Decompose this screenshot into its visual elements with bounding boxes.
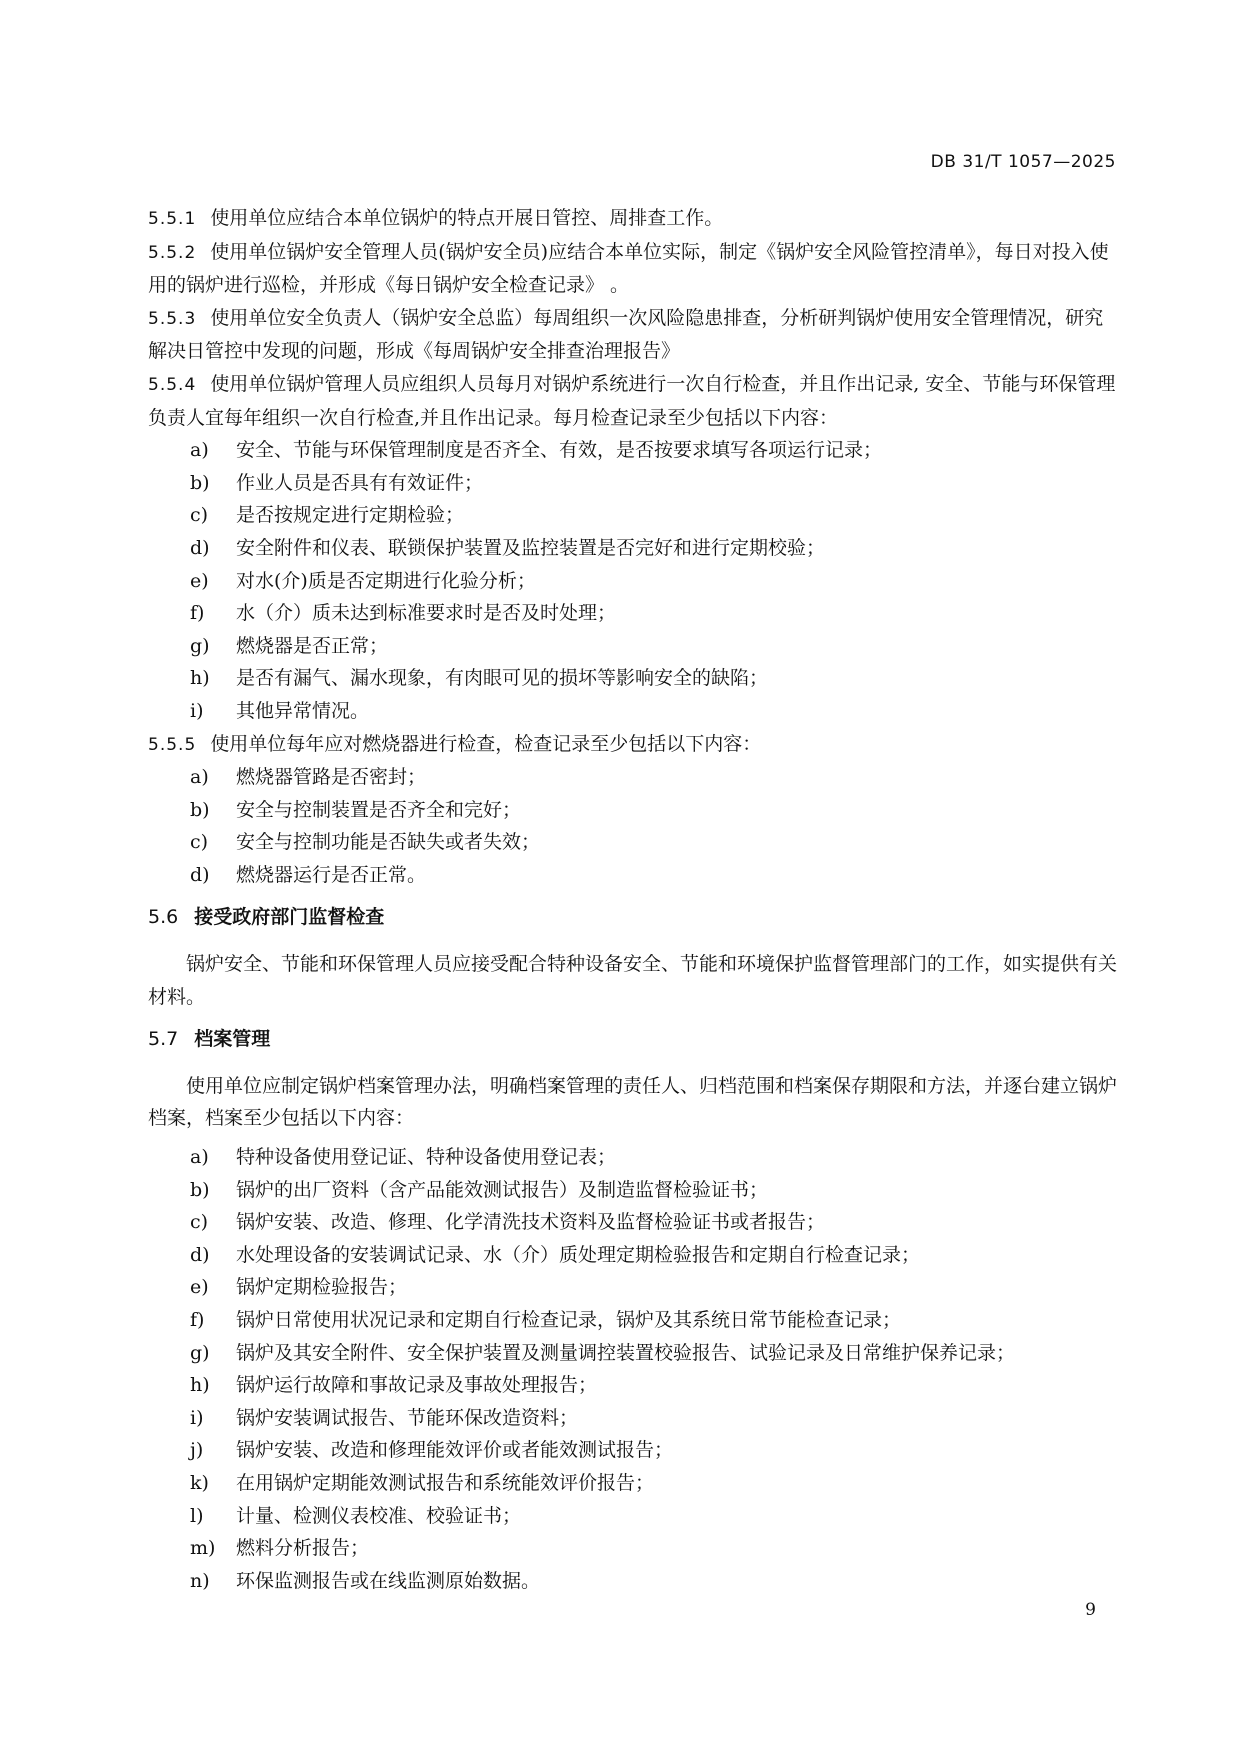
list-marker: i) xyxy=(190,699,204,722)
page-content xyxy=(148,202,1118,1597)
list-item xyxy=(148,695,1118,728)
list-marker: i) xyxy=(190,1406,204,1429)
list-item xyxy=(148,434,1118,467)
list-item xyxy=(148,597,1118,630)
list-item xyxy=(148,1532,1118,1565)
list-item xyxy=(148,630,1118,663)
list-text: 对水(介)质是否定期进行化验分析； xyxy=(236,569,536,592)
clause-text: 使用单位应结合本单位锅炉的特点开展日管控、周排查工作。 xyxy=(210,207,724,229)
section-title: 档案管理 xyxy=(194,1028,271,1051)
list-text: 锅炉安装、改造和修理能效评价或者能效测试报告； xyxy=(236,1439,674,1462)
list-text: 安全附件和仪表、联锁保护装置及监控装置是否完好和进行定期校验； xyxy=(236,536,826,559)
section-number: 5.7 xyxy=(148,1028,179,1051)
list-text: 锅炉及其安全附件、安全保护装置及测量调控装置校验报告、试验记录及日常维护保养记录； xyxy=(236,1341,1016,1364)
list-item xyxy=(148,1402,1118,1435)
clause-5-5-5 xyxy=(148,728,1118,762)
clause-text: 使用单位锅炉管理人员应组织人员每月对锅炉系统进行一次自行检查，并且作出记录, 安全、节能与环保管理负责人宜每年组织一次自行检查,并且作出记录。每月检查记录至少包括以下内容： xyxy=(148,372,1116,429)
list-marker: e) xyxy=(190,569,209,592)
list-text: 计量、检测仪表校准、校验证书； xyxy=(236,1504,522,1527)
list-marker: h) xyxy=(190,667,210,690)
clause-number: 5.5.1 xyxy=(148,209,197,229)
list-item xyxy=(148,1337,1118,1370)
list-item xyxy=(148,467,1118,500)
list-text: 安全与控制装置是否齐全和完好； xyxy=(236,798,522,821)
list-marker: j) xyxy=(190,1439,204,1462)
list-text: 锅炉安装调试报告、节能环保改造资料； xyxy=(236,1406,579,1429)
list-marker: f) xyxy=(190,602,205,625)
list-marker: m) xyxy=(190,1537,216,1560)
clause-number: 5.5.3 xyxy=(148,308,197,329)
list-text: 水（介）质未达到标准要求时是否及时处理； xyxy=(236,602,617,625)
list-marker: b) xyxy=(190,1178,210,1201)
list-text: 燃烧器管路是否密封； xyxy=(236,766,427,789)
standard-code: DB 31/T 1057—2025 xyxy=(930,152,1116,172)
list-text: 燃烧器是否正常； xyxy=(236,634,389,657)
list-marker: n) xyxy=(190,1569,210,1592)
page-number: 9 xyxy=(1085,1600,1096,1620)
list-text: 在用锅炉定期能效测试报告和系统能效评价报告； xyxy=(236,1471,655,1494)
clause-5-5-1 xyxy=(148,202,1118,236)
list-item xyxy=(148,761,1118,794)
list-item xyxy=(148,1141,1118,1174)
list-text: 燃烧器运行是否正常。 xyxy=(236,863,427,886)
list-marker: d) xyxy=(190,536,210,559)
list-marker: a) xyxy=(190,766,209,789)
list-item xyxy=(148,532,1118,565)
list-marker: g) xyxy=(190,634,210,657)
clause-number: 5.5.4 xyxy=(148,374,197,395)
list-marker: d) xyxy=(190,1243,210,1266)
list-item xyxy=(148,1206,1118,1239)
list-marker: a) xyxy=(190,439,209,462)
list-text: 锅炉日常使用状况记录和定期自行检查记录，锅炉及其系统日常节能检查记录； xyxy=(236,1309,902,1331)
list-marker: h) xyxy=(190,1374,210,1397)
clause-number: 5.5.2 xyxy=(148,242,197,263)
list-marker: a) xyxy=(190,1146,209,1169)
list-item xyxy=(148,1565,1118,1598)
list-text: 特种设备使用登记证、特种设备使用登记表； xyxy=(236,1146,617,1169)
clause-text: 使用单位安全负责人（锅炉安全总监）每周组织一次风险隐患排查，分析研判锅炉使用安全管理情况，研究解决日管控中发现的问题，形成《每周锅炉安全排查治理报告》 xyxy=(148,306,1104,363)
list-marker: c) xyxy=(190,831,209,854)
list-marker: f) xyxy=(190,1309,205,1331)
list-item xyxy=(148,1369,1118,1402)
list-marker: l) xyxy=(190,1504,204,1527)
list-text: 锅炉定期检验报告； xyxy=(236,1276,408,1299)
list-text: 锅炉的出厂资料（含产品能效测试报告）及制造监督检验证书； xyxy=(236,1178,769,1201)
list-item xyxy=(148,1467,1118,1500)
list-item xyxy=(148,1271,1118,1304)
list-text: 作业人员是否具有有效证件； xyxy=(236,471,484,494)
list-text: 燃料分析报告； xyxy=(236,1537,370,1560)
section-number: 5.6 xyxy=(148,906,179,929)
list-item xyxy=(148,826,1118,859)
section-paragraph: 锅炉安全、节能和环保管理人员应接受配合特种设备安全、节能和环境保护监督管理部门的工作，如实提供有关材料。 xyxy=(148,953,1118,1008)
list-marker: b) xyxy=(190,798,210,821)
list-marker: k) xyxy=(190,1471,209,1494)
list-item xyxy=(148,794,1118,827)
list-item xyxy=(148,859,1118,892)
list-item xyxy=(148,1174,1118,1207)
section-heading-5-6 xyxy=(148,901,1118,934)
clause-5-5-3 xyxy=(148,302,1118,368)
list-text: 锅炉运行故障和事故记录及事故处理报告； xyxy=(236,1374,598,1397)
list-text: 锅炉安装、改造、修理、化学清洗技术资料及监督检验证书或者报告； xyxy=(236,1211,826,1234)
list-item xyxy=(148,662,1118,695)
list-text: 是否按规定进行定期检验； xyxy=(236,504,465,527)
list-marker: b) xyxy=(190,471,210,494)
list-text: 安全、节能与环保管理制度是否齐全、有效，是否按要求填写各项运行记录； xyxy=(236,439,883,462)
clause-text: 使用单位锅炉安全管理人员(锅炉安全员)应结合本单位实际，制定《锅炉安全风险管控清单》，每日对投入使用的锅炉进行巡检，并形成《每日锅炉安全检查记录》 。 xyxy=(148,240,1109,297)
list-marker: c) xyxy=(190,1211,209,1234)
section-paragraph: 使用单位应制定锅炉档案管理办法，明确档案管理的责任人、归档范围和档案保存期限和方法，并逐台建立锅炉档案，档案至少包括以下内容： xyxy=(148,1074,1118,1130)
clause-5-5-2 xyxy=(148,236,1118,302)
list-marker: d) xyxy=(190,863,210,886)
list-item xyxy=(148,1239,1118,1272)
list-marker: e) xyxy=(190,1276,209,1299)
clause-5-5-4 xyxy=(148,368,1118,434)
list-text: 环保监测报告或在线监测原始数据。 xyxy=(236,1569,541,1592)
section-heading-5-7 xyxy=(148,1023,1118,1056)
list-text: 水处理设备的安装调试记录、水（介）质处理定期检验报告和定期自行检查记录； xyxy=(236,1243,921,1266)
list-text: 安全与控制功能是否缺失或者失效； xyxy=(236,831,541,854)
list-item xyxy=(148,499,1118,532)
list-marker: g) xyxy=(190,1341,210,1364)
list-text: 其他异常情况。 xyxy=(236,699,370,722)
list-item xyxy=(148,1434,1118,1467)
list-item xyxy=(148,565,1118,598)
clause-text: 使用单位每年应对燃烧器进行检查，检查记录至少包括以下内容： xyxy=(210,732,762,755)
list-item xyxy=(148,1500,1118,1533)
list-marker: c) xyxy=(190,504,209,527)
list-item xyxy=(148,1304,1118,1337)
clause-number: 5.5.5 xyxy=(148,734,197,755)
section-title: 接受政府部门监督检查 xyxy=(194,906,385,929)
list-text: 是否有漏气、漏水现象，有肉眼可见的损坏等影响安全的缺陷； xyxy=(236,667,769,690)
